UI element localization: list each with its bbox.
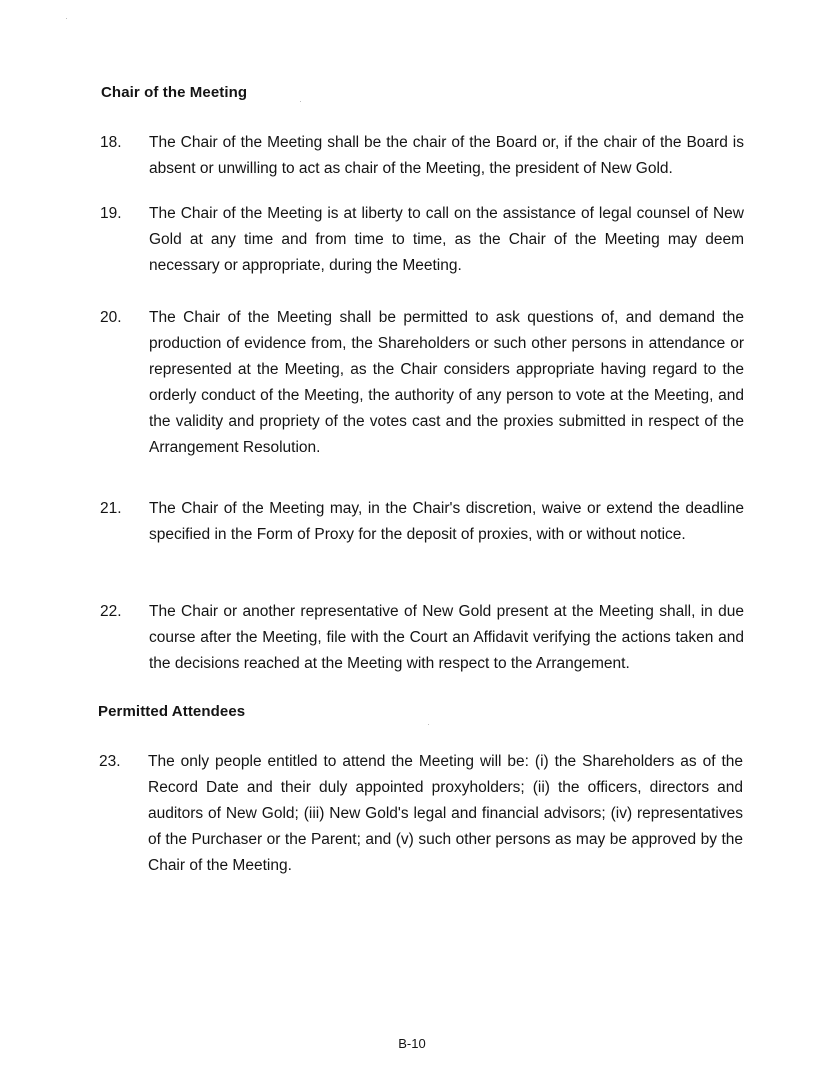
paragraph-text: The only people entitled to attend the Meeting will be: (i) the Shareholders as of the Record Date and their duly appointed proxyholders; (ii) the officers, directors and auditors of New Gold; (iii) New Gold's legal and financial advisors; (iv) representatives of the Purchaser or the Parent; and (v) such other persons as may be approved by the Chair of the Meeting. — [148, 753, 743, 874]
paragraph-text: The Chair of the Meeting shall be the chair of the Board or, if the chair of the Board is absent or unwilling to act as chair of the Meeting, the president of New Gold. — [149, 134, 744, 177]
paragraph-number: 18. — [100, 134, 122, 151]
paragraph-text: The Chair of the Meeting may, in the Chair's discretion, waive or extend the deadline specified in the Form of Proxy for the deposit of proxies, with or without notice. — [149, 500, 744, 543]
paragraph-text: The Chair of the Meeting is at liberty to call on the assistance of legal counsel of New Gold at any time and from time to time, as the Chair of the Meeting may deem necessary or appropriate, during the Meeting. — [149, 205, 744, 274]
paragraph-number: 22. — [100, 603, 122, 620]
scan-speck — [300, 101, 301, 102]
paragraph-text: The Chair of the Meeting shall be permitted to ask questions of, and demand the production of evidence from, the Shareholders or such other persons in attendance or represented at the Meeting, as the Chair considers appropriate having regard to the orderly conduct of the Meeting, the authority of any person to vote at the Meeting, and the validity and propriety of the votes cast and the proxies submitted in respect of the Arrangement Resolution. — [149, 309, 744, 456]
scan-speck — [428, 724, 429, 725]
paragraph-number: 20. — [100, 309, 122, 326]
paragraph-text: The Chair or another representative of New Gold present at the Meeting shall, in due course after the Meeting, file with the Court an Affidavit verifying the actions taken and the decisions reached at the Meeting with respect to the Arrangement. — [149, 603, 744, 672]
section-heading-chair-of-meeting: Chair of the Meeting — [101, 84, 248, 101]
paragraph-number: 21. — [100, 500, 122, 517]
scan-speck — [66, 18, 67, 19]
paragraph-number: 23. — [99, 753, 121, 770]
page-number: B-10 — [398, 1036, 426, 1051]
section-heading-permitted-attendees: Permitted Attendees — [98, 703, 246, 720]
paragraph-number: 19. — [100, 205, 122, 222]
